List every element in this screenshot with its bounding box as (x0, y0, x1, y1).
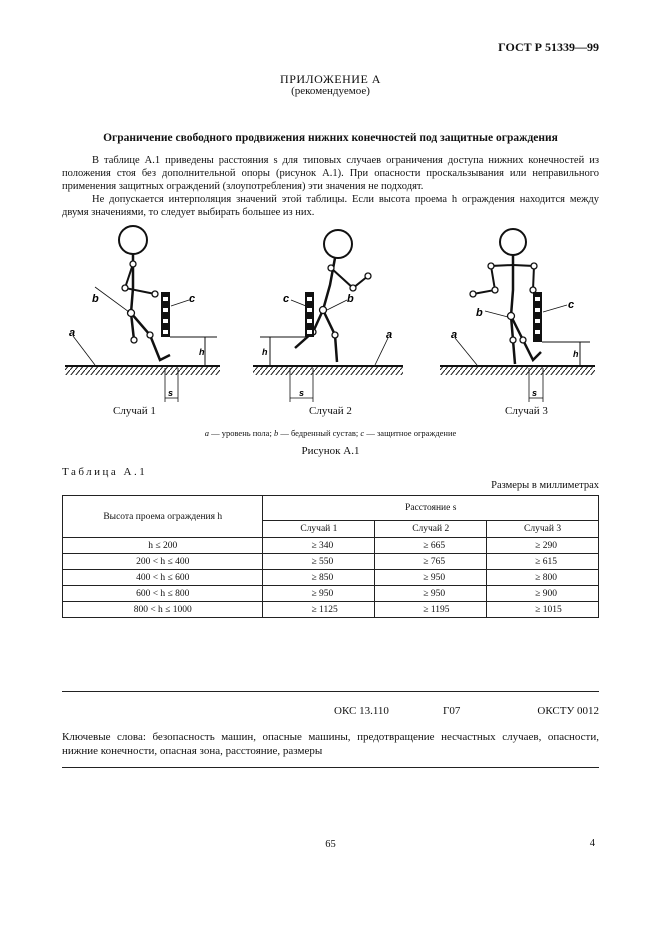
head (119, 226, 147, 254)
marker-c: c (189, 293, 196, 305)
head (500, 229, 526, 255)
cell-case-1: ≥ 950 (263, 586, 375, 602)
paragraph-2: Не допускается интерполяция значений этой таблицы. Если высота проема h ограждения находится между двумя значениями, то следует выбирать большее из них. (62, 194, 599, 218)
table-label: Таблица А.1 (62, 466, 148, 478)
cell-case-3: ≥ 615 (487, 554, 599, 570)
marker-c: c (568, 299, 575, 311)
keywords: Ключевые слова: безопасность машин, опасные машины, предотвращение несчастных случаев, опасности, нижние конечности, опасная зона, расстояние, размеры (62, 731, 599, 757)
marker-c: c (283, 293, 290, 305)
table-units: Размеры в миллиметрах (491, 480, 599, 491)
header-opening-height: Высота проема ограждения h (63, 496, 263, 538)
header-case-1: Случай 1 (263, 521, 375, 538)
cell-case-2: ≥ 950 (375, 586, 487, 602)
cell-height: 200 < h ≤ 400 (63, 554, 263, 570)
divider-top (62, 691, 599, 692)
marker-s: s (532, 388, 538, 398)
g-code: Г07 (443, 705, 461, 717)
cell-case-1: ≥ 340 (263, 538, 375, 554)
cell-case-1: ≥ 1125 (263, 602, 375, 618)
figure-a1 (55, 220, 605, 405)
table-row (63, 570, 599, 586)
header-case-2: Случай 2 (375, 521, 487, 538)
case-label-1: Случай 1 (113, 405, 156, 417)
cell-case-3: ≥ 800 (487, 570, 599, 586)
standard-number: ГОСТ Р 51339—99 (498, 40, 599, 54)
oks-code: ОКС 13.110 (334, 705, 389, 717)
marker-h: h (573, 349, 579, 359)
legend-c-text: — защитное ограждение (364, 428, 457, 438)
appendix-subtitle: (рекомендуемое) (291, 85, 370, 97)
distance-table (62, 495, 599, 618)
cell-case-2: ≥ 1195 (375, 602, 487, 618)
figure-legend (0, 428, 661, 438)
arm (331, 268, 368, 288)
case-3-drawing (440, 229, 595, 402)
marker-a: a (386, 329, 393, 341)
case-2-drawing (253, 230, 403, 402)
cell-case-2: ≥ 665 (375, 538, 487, 554)
cell-height: 800 < h ≤ 1000 (63, 602, 263, 618)
case-1-drawing (65, 226, 220, 402)
head (324, 230, 352, 258)
cell-case-3: ≥ 900 (487, 586, 599, 602)
case-label-3: Случай 3 (505, 405, 548, 417)
hip-joint-1 (128, 310, 135, 317)
legend-b: b (273, 428, 279, 438)
cell-case-1: ≥ 550 (263, 554, 375, 570)
marker-a: a (69, 327, 76, 339)
legend-a: a (204, 428, 209, 438)
cell-case-2: ≥ 950 (375, 570, 487, 586)
marker-b: b (92, 293, 99, 305)
page-number: 65 (325, 839, 336, 850)
cell-case-2: ≥ 765 (375, 554, 487, 570)
floor-hatch (65, 366, 220, 375)
figure-caption: Рисунок А.1 (301, 445, 360, 457)
section-title: Ограничение свободного продвижения нижних конечностей под защитные ограждения (103, 132, 558, 144)
appendix-title: ПРИЛОЖЕНИЕ А (280, 72, 381, 86)
marker-s: s (299, 388, 305, 398)
cell-height: 600 < h ≤ 800 (63, 586, 263, 602)
marker-b: b (347, 293, 354, 305)
marker-a: a (451, 329, 458, 341)
table-row (63, 554, 599, 570)
cell-height: 400 < h ≤ 600 (63, 570, 263, 586)
cell-case-3: ≥ 290 (487, 538, 599, 554)
cell-case-1: ≥ 850 (263, 570, 375, 586)
cell-height: h ≤ 200 (63, 538, 263, 554)
legend-a-text: — уровень пола; (208, 428, 274, 438)
arm-right (513, 265, 534, 290)
marker-s: s (168, 388, 174, 398)
marker-h: h (262, 347, 268, 357)
table-row (63, 586, 599, 602)
header-distance: Расстояние s (263, 496, 599, 521)
marker-b: b (476, 307, 483, 319)
legend-b-text: — бедренный сустав; (278, 428, 361, 438)
table-row (63, 602, 599, 618)
header-case-3: Случай 3 (487, 521, 599, 538)
hip-joint-2 (320, 307, 327, 314)
cell-case-3: ≥ 1015 (487, 602, 599, 618)
okstu-code: ОКСТУ 0012 (537, 705, 599, 717)
sheet-number: 4 (589, 838, 595, 849)
hip-joint-3 (508, 313, 515, 320)
floor-hatch (253, 366, 403, 375)
legend-c: c (360, 428, 365, 438)
case-label-2: Случай 2 (309, 405, 352, 417)
arm (125, 264, 155, 294)
marker-h: h (199, 347, 205, 357)
divider-bottom (62, 767, 599, 768)
paragraph-1: В таблице А.1 приведены расстояния s для типовых случаев ограничения доступа нижних конечностей из положения стоя без дополнительной опоры (рисунок А.1). При опасности проскальзывания или неправильного применения защитных ограждений (злоупотребления) эти значения не подходят. (62, 155, 599, 192)
floor-hatch (440, 366, 595, 375)
table-row (63, 538, 599, 554)
